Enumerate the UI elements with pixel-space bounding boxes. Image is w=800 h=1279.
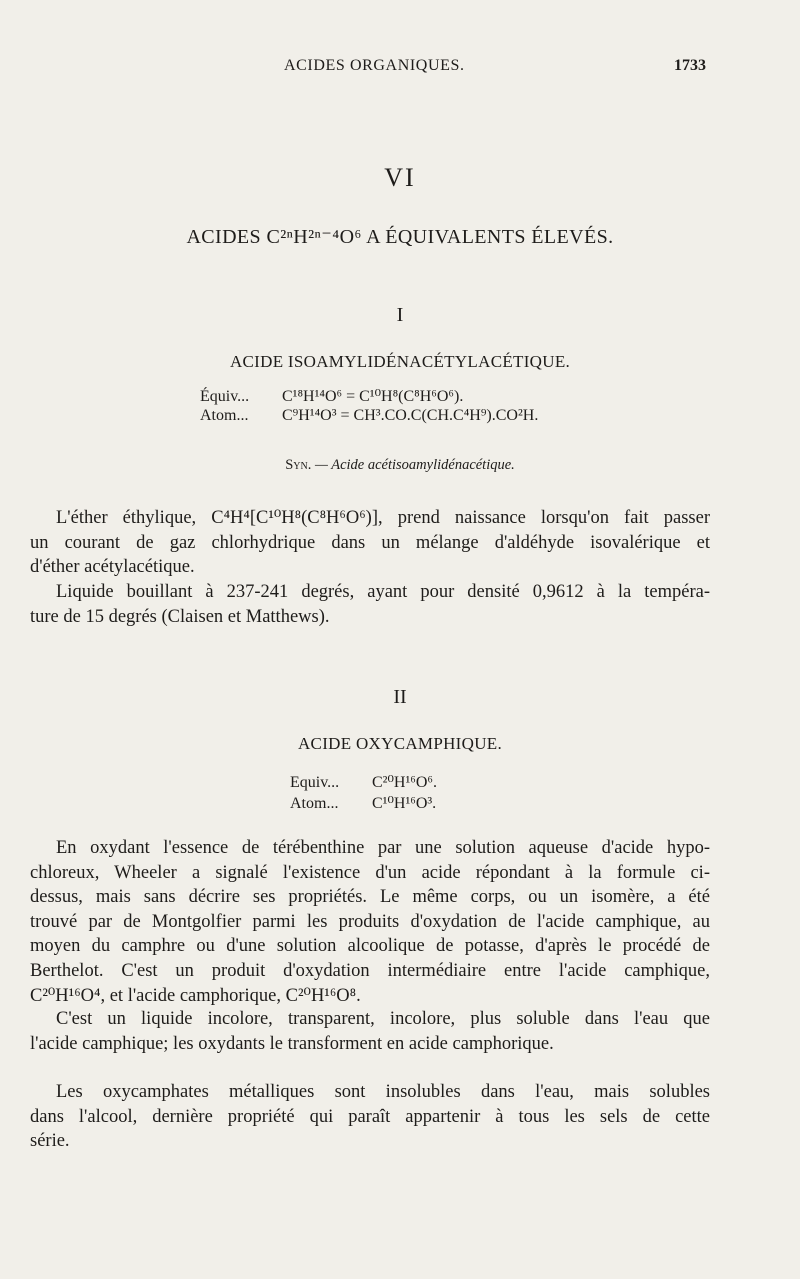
equiv-label: Équiv... bbox=[200, 388, 250, 405]
text-line: moyen du camphre ou d'une solution alcoolique de potasse, d'après le procédé de bbox=[30, 936, 710, 957]
equiv-formula: C²⁰H¹⁶O⁶. bbox=[372, 774, 437, 791]
text-line: L'éther éthylique, C⁴H⁴[C¹⁰H⁸(C⁸H⁶O⁶)], prend naissance lorsqu'on fait passer bbox=[56, 508, 710, 528]
atom-formula: C¹⁰H¹⁶O³. bbox=[372, 795, 437, 812]
atom-label: Atom... bbox=[290, 795, 339, 812]
section-number-vi: VI bbox=[384, 163, 416, 192]
running-title: ACIDES ORGANIQUES. bbox=[284, 57, 465, 74]
paragraph-liquide-incolore bbox=[30, 1007, 710, 1056]
subsection-heading-isoamylidenacetylacetique: ACIDE ISOAMYLIDÉNACÉTYLACÉTIQUE. bbox=[229, 352, 571, 371]
text-line: l'acide camphique; les oxydants le transforment en acide camphorique. bbox=[30, 1033, 554, 1054]
page-number: 1733 bbox=[674, 57, 706, 74]
chapter-heading: ACIDES C²ⁿH²ⁿ⁻⁴O⁶ A ÉQUIVALENTS ÉLEVÉS. bbox=[186, 226, 614, 248]
equiv-formula-line bbox=[200, 386, 463, 406]
text-line: C'est un liquide incolore, transparent, incolore, plus soluble dans l'eau que bbox=[56, 1009, 710, 1029]
text-line: En oxydant l'essence de térébenthine par une solution aqueuse d'acide hypo- bbox=[56, 838, 710, 858]
running-header bbox=[0, 57, 800, 85]
paragraph-en-oxydant bbox=[30, 836, 710, 1008]
atom-formula: C⁹H¹⁴O³ = CH³.CO.C(CH.C⁴H⁹).CO²H. bbox=[282, 407, 539, 424]
paragraph-liquide-bouillant bbox=[30, 580, 710, 629]
text-line: chloreux, Wheeler a signalé l'existence d'un acide répondant à la formule ci- bbox=[30, 862, 710, 883]
text-line: trouvé par de Montgolfier parmi les produits d'oxydation de l'acide camphique, au bbox=[30, 911, 710, 932]
equiv-formula: C¹⁸H¹⁴O⁶ = C¹⁰H⁸(C⁸H⁶O⁶). bbox=[282, 388, 464, 405]
text-line: dessus, mais sans décrire ses propriétés. Le même corps, ou un isomère, a été bbox=[30, 887, 710, 908]
equiv-formula-line bbox=[290, 772, 437, 792]
text-line: ture de 15 degrés (Claisen et Matthews). bbox=[30, 606, 330, 627]
atom-label: Atom... bbox=[200, 407, 249, 424]
subsection-number-ii: II bbox=[393, 686, 407, 708]
subsection-heading-oxycamphique: ACIDE OXYCAMPHIQUE. bbox=[297, 734, 503, 753]
text-line: d'éther acétylacétique. bbox=[30, 557, 195, 578]
text-line: série. bbox=[30, 1131, 70, 1152]
atom-formula-line bbox=[290, 793, 436, 813]
equiv-label: Equiv... bbox=[290, 774, 340, 791]
synonym-text: — Acide acétisoamylidénacétique. bbox=[314, 457, 515, 473]
text-line: Liquide bouillant à 237-241 degrés, ayant pour densité 0,9612 à la tempéra- bbox=[56, 582, 710, 602]
text-line: C²⁰H¹⁶O⁴, et l'acide camphorique, C²⁰H¹⁶O⁸. bbox=[30, 985, 361, 1006]
subsection-number-i: I bbox=[396, 304, 404, 326]
paragraph-ether-ethylique bbox=[30, 506, 710, 580]
text-line: un courant de gaz chlorhydrique dans un mélange d'aldéhyde isovalérique et bbox=[30, 532, 710, 553]
text-line: Les oxycamphates métalliques sont insolubles dans l'eau, mais solubles bbox=[56, 1082, 710, 1102]
text-line: Berthelot. C'est un produit d'oxydation intermédiaire entre l'acide camphique, bbox=[30, 960, 710, 981]
atom-formula-line bbox=[200, 407, 538, 425]
synonym-label: Syn. bbox=[285, 457, 312, 473]
paragraph-oxycamphates bbox=[30, 1080, 710, 1154]
synonym-line bbox=[0, 457, 800, 474]
text-line: dans l'alcool, dernière propriété qui paraît appartenir à tous les sels de cette bbox=[30, 1106, 710, 1127]
